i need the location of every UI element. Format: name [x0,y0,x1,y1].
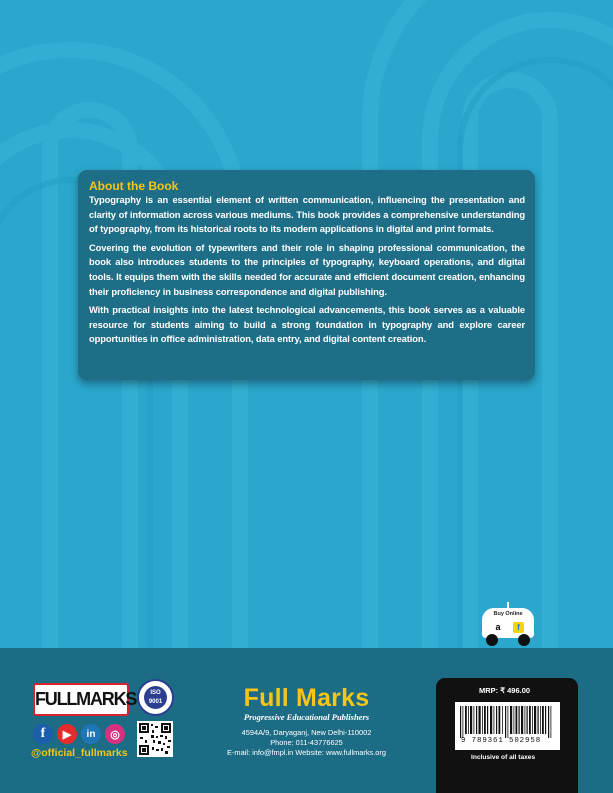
fullmarks-logo [33,683,137,716]
wheel-icon [486,634,498,646]
about-paragraph: Typography is an essential element of written communication, influencing the presentation and clarity of information across various mediums. This book provides a comprehensive understanding of typography, from its historical roots to its modern applications in digital and print formats. [89,194,525,235]
about-the-book-box [78,170,535,380]
publisher-contact: E-mail: info@fmpl.in Website: www.fullmarks.org [227,748,386,757]
social-icons [33,724,125,744]
amazon-icon[interactable]: a [495,622,501,632]
about-title: About the Book [89,179,179,193]
flipkart-icon[interactable]: f [513,622,524,633]
about-paragraph: Covering the evolution of typewriters and their role in shaping professional communication, the book also introduces students to the principles of typography, keyboard operations, and digital tools. It equips them with the skills needed for accurate and efficient document creation, enhancing their proficiency in business correspondence and digital publishing. [89,241,525,297]
logo-text: FULLMARKS [35,689,137,709]
about-paragraph: With practical insights into the latest technological advancements, this book serves as a valuable resource for students aiming to build a strong foundation in typography and explore career opportunities in office administration, data entry, and digital content creation. [89,304,525,345]
publisher-phone: Phone: 011-43776625 [270,738,343,747]
buy-online-label: Buy Online [493,611,523,617]
qr-code-icon [137,721,173,757]
instagram-icon[interactable]: ◎ [105,724,125,744]
isbn-digits: 9 789361 502958 [461,737,542,745]
publisher-tagline: Progressive Educational Publishers [243,712,370,722]
tax-note: Inclusive of all taxes [471,754,536,761]
publisher-name: Full Marks [243,684,370,712]
buy-online-badge[interactable] [480,602,536,648]
social-handle: @official_fullmarks [31,747,128,759]
publisher-info [210,684,403,758]
facebook-icon[interactable]: f [33,724,53,744]
linkedin-icon[interactable]: in [81,724,101,744]
mrp-price: MRP: ₹ 496.00 [479,686,531,695]
iso-text: ISO 9001 [144,686,167,709]
youtube-icon[interactable]: ▶ [57,724,77,744]
iso-seal-icon [137,679,174,716]
wheel-icon [518,634,530,646]
publisher-address: 4594A/9, Daryaganj, New Delhi-110002 [241,728,372,737]
